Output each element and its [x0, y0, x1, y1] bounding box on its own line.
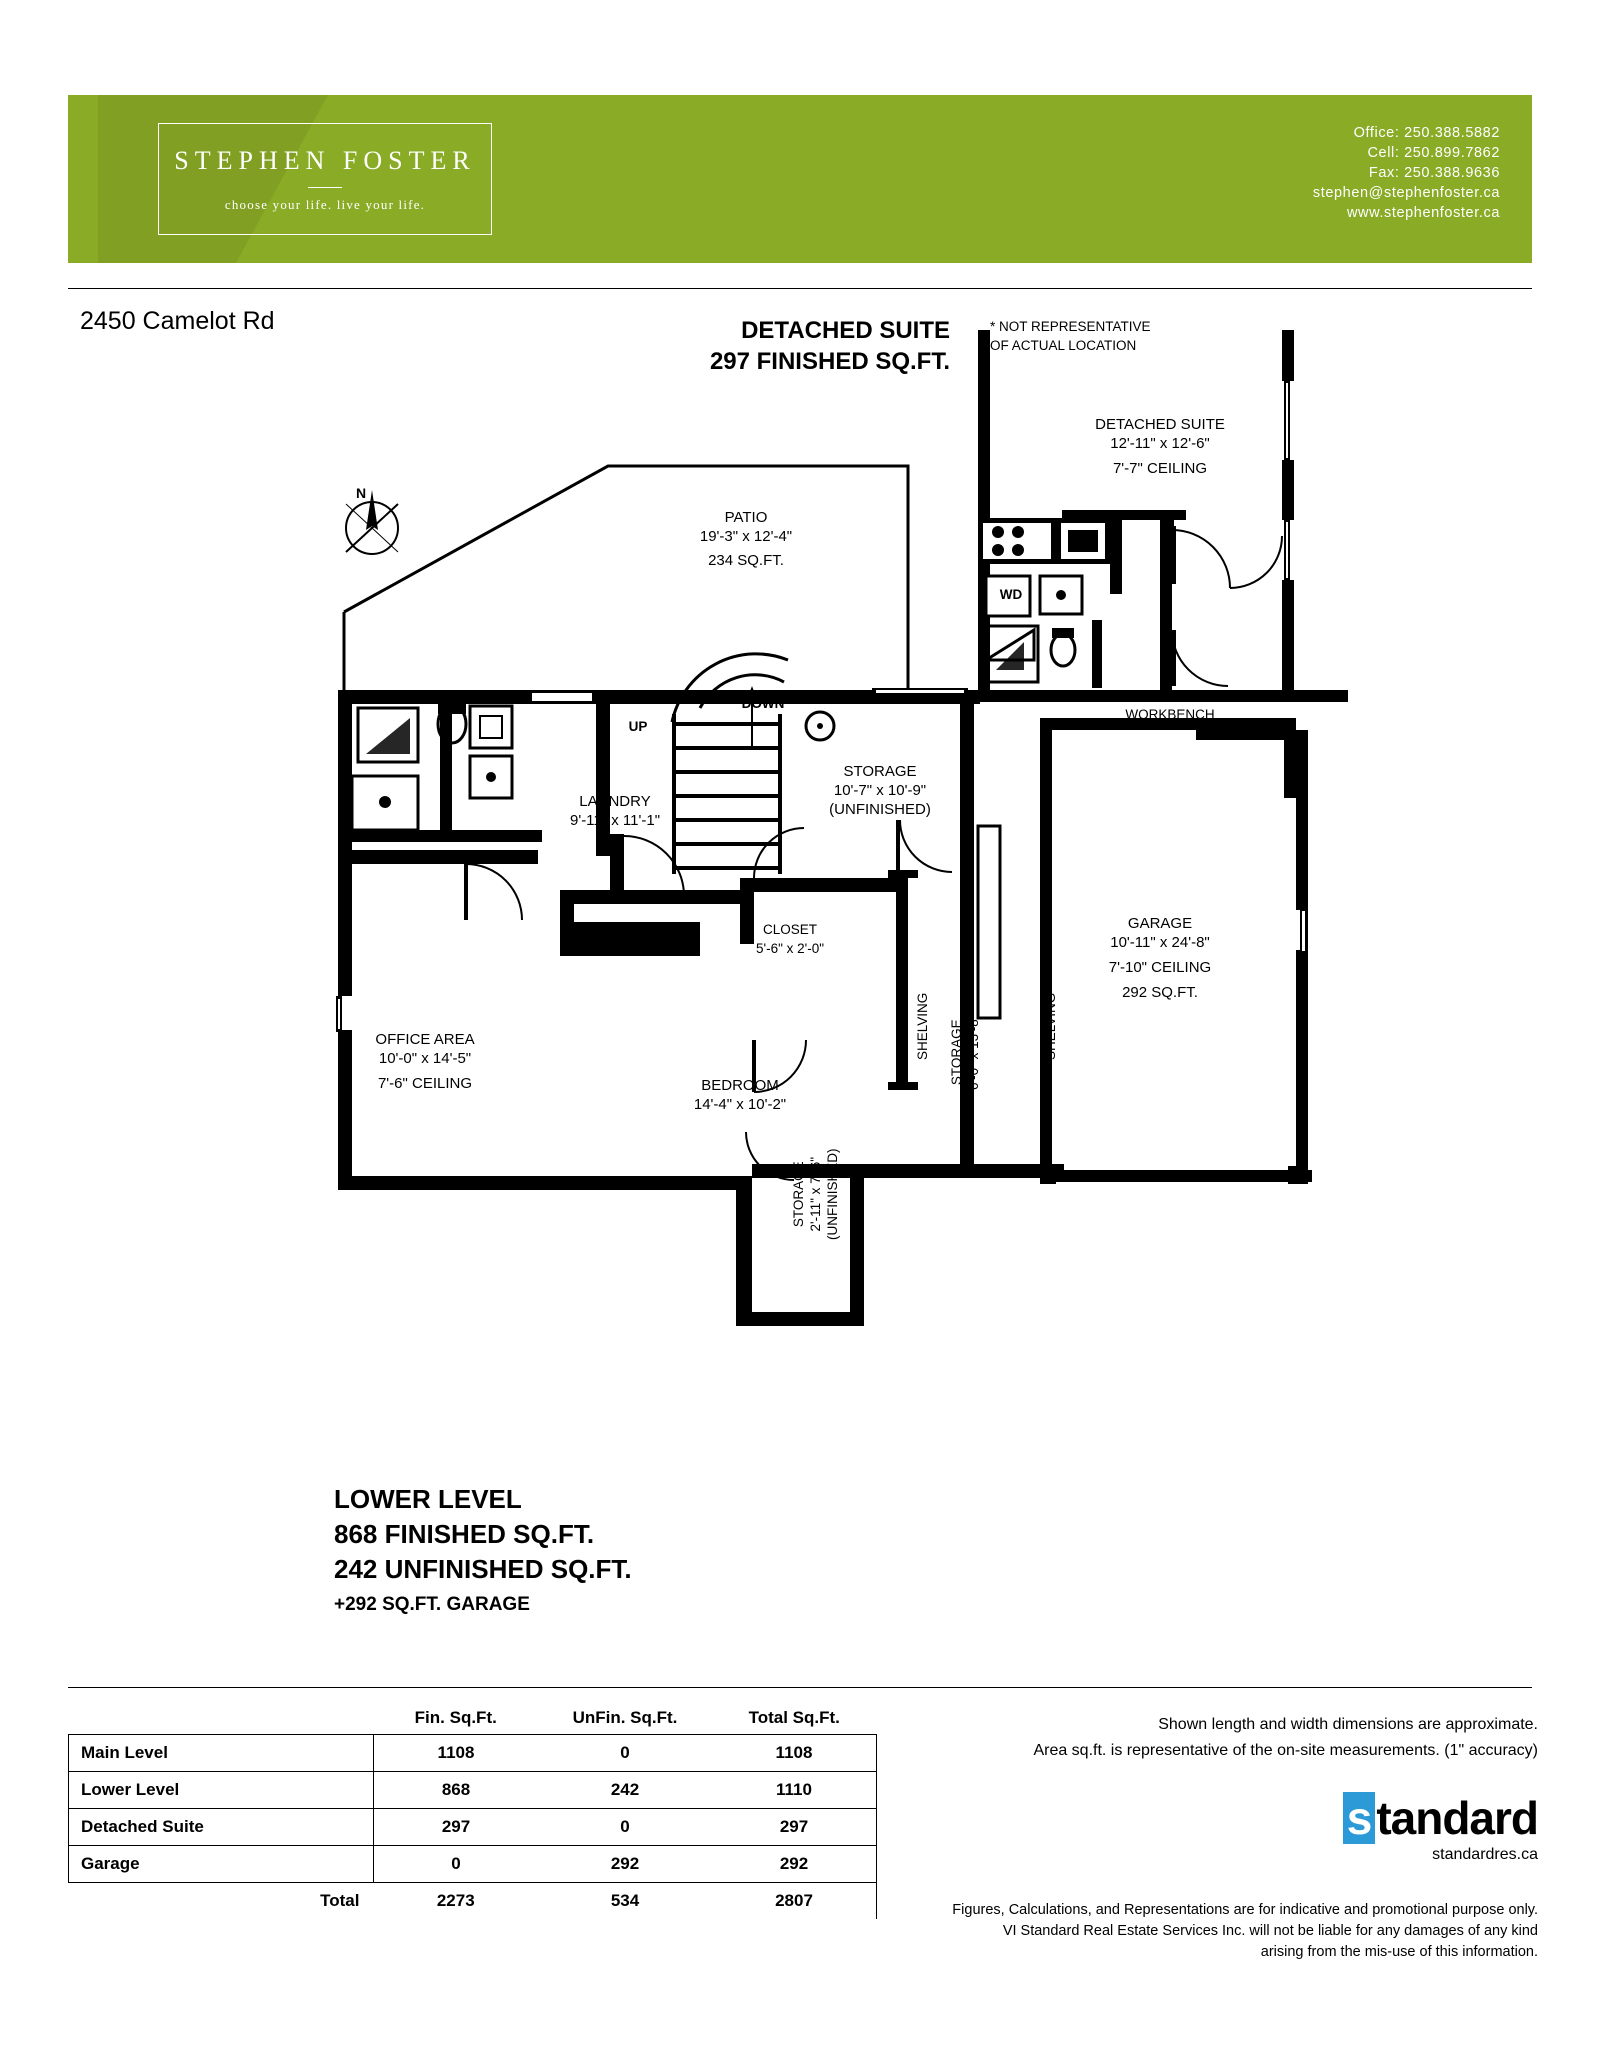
total-fin: 2273 [436, 1891, 475, 1910]
contact-block [1313, 123, 1500, 223]
logo-divider [308, 187, 342, 188]
patio-name: PATIO [724, 509, 768, 526]
laundry-dims: 9'-11" x 11'-1" [569, 812, 661, 829]
standard-logo-s: s [1343, 1792, 1376, 1844]
address-divider [68, 288, 1532, 289]
row-label-lower: Lower Level [69, 1772, 374, 1809]
patio-dims: 19'-3" x 12'-4" [699, 528, 793, 545]
table-row [69, 1772, 877, 1809]
detached-suite-title [640, 315, 950, 377]
table-row [69, 1846, 877, 1883]
bedroom-name: BEDROOM [701, 1077, 779, 1094]
row-garage-unfin: 292 [538, 1846, 712, 1883]
garage-ceiling: 7'-10" CEILING [1108, 959, 1212, 976]
office-ceiling: 7'-6" CEILING [377, 1075, 473, 1092]
table-col-fin: Fin. Sq.Ft. [414, 1708, 497, 1727]
standard-logo [1343, 1792, 1538, 1864]
legal-disclaimer-line2: VI Standard Real Estate Services Inc. will not be liable for any damages of any kind [1002, 1923, 1538, 1939]
measurement-note-line1: Shown length and width dimensions are approximate. [1158, 1716, 1538, 1733]
suite-room-ceiling: 7'-7" CEILING [1112, 460, 1208, 477]
storage1-name: STORAGE [843, 763, 917, 780]
laundry-label [500, 792, 730, 830]
storage1-dims: 10'-7" x 10'-9" [833, 782, 927, 799]
garage-name: GARAGE [1127, 915, 1193, 932]
legal-disclaimer-line3: arising from the mis-use of this information. [1260, 1944, 1538, 1960]
brand-tagline: choose your life. live your life. [224, 196, 426, 212]
storage3-label [790, 1149, 841, 1241]
total-label: Total [320, 1891, 360, 1910]
closet-name: CLOSET [762, 922, 817, 937]
lower-level-unfinished: 242 UNFINISHED SQ.FT. [334, 1554, 632, 1584]
row-lower-unfin: 242 [538, 1772, 712, 1809]
patio-area: 234 SQ.FT. [708, 552, 784, 569]
closet-label [700, 920, 880, 958]
storage3-name: STORAGE [791, 1161, 806, 1228]
measurement-note-line2: Area sq.ft. is representative of the on-site measurements. (1" accuracy) [1033, 1742, 1538, 1759]
up-label: UP [628, 719, 648, 734]
office-label [300, 1030, 550, 1093]
standard-wordmark [1343, 1792, 1538, 1844]
contact-email: stephen@stephenfoster.ca [1312, 185, 1500, 201]
row-lower-total: 1110 [712, 1772, 877, 1809]
row-main-unfin: 0 [538, 1735, 712, 1772]
contact-website: www.stephenfoster.ca [1346, 205, 1500, 221]
contact-cell: Cell: 250.899.7862 [1367, 145, 1500, 161]
storage2-label [948, 1014, 982, 1090]
total-total: 2807 [712, 1883, 877, 1920]
row-main-total: 1108 [712, 1735, 877, 1772]
property-address: 2450 Camelot Rd [80, 307, 275, 335]
row-lower-fin: 868 [374, 1772, 539, 1809]
table-total-row [69, 1883, 877, 1920]
location-disclaimer-line2: OF ACTUAL LOCATION [990, 338, 1137, 353]
storage3-note: (UNFINISHED) [825, 1148, 840, 1240]
location-disclaimer [990, 317, 1151, 355]
row-main-fin: 1108 [374, 1735, 539, 1772]
standard-url: standardres.ca [1432, 1846, 1538, 1863]
total-unfin: 534 [610, 1891, 640, 1910]
closet-dims: 5'-6" x 2'-0" [755, 941, 824, 956]
row-label-main: Main Level [69, 1735, 374, 1772]
header-banner [68, 95, 1532, 263]
table-divider [68, 1687, 1532, 1688]
garage-area: 292 SQ.FT. [1122, 984, 1198, 1001]
wd-label: WD [999, 587, 1023, 602]
shelving-left-label: SHELVING [915, 992, 930, 1060]
lower-level-finished: 868 FINISHED SQ.FT. [334, 1519, 595, 1549]
table-col-unfin: UnFin. Sq.Ft. [572, 1708, 678, 1727]
office-dims: 10'-0" x 14'-5" [378, 1050, 472, 1067]
brand-name: STEPHEN FOSTER [174, 145, 476, 175]
measurement-note [1033, 1712, 1538, 1764]
lower-level-summary [334, 1482, 632, 1622]
detached-suite-title-line2: 297 FINISHED SQ.FT. [709, 348, 950, 375]
svg-text:N: N [356, 485, 367, 501]
row-label-suite: Detached Suite [69, 1809, 374, 1846]
contact-fax: Fax: 250.388.9636 [1368, 165, 1500, 181]
row-suite-unfin: 0 [538, 1809, 712, 1846]
suite-room-name: DETACHED SUITE [1095, 416, 1225, 433]
lower-level-garage: +292 SQ.FT. GARAGE [334, 1594, 530, 1615]
standard-logo-rest: tandard [1376, 1792, 1538, 1844]
storage1-note: (UNFINISHED) [829, 801, 931, 818]
row-suite-fin: 297 [374, 1809, 539, 1846]
office-name: OFFICE AREA [375, 1031, 475, 1048]
workbench-label: WORKBENCH [1125, 707, 1215, 722]
detached-suite-title-line1: DETACHED SUITE [741, 317, 950, 344]
bedroom-label [620, 1076, 860, 1114]
row-garage-fin: 0 [374, 1846, 539, 1883]
laundry-name: LAUNDRY [579, 793, 651, 810]
storage3-dims: 2'-11" x 7'-6" [808, 1156, 823, 1232]
suite-room-label [1050, 415, 1270, 478]
table-row [69, 1735, 877, 1772]
row-suite-total: 297 [712, 1809, 877, 1846]
suite-room-dims: 12'-11" x 12'-6" [1110, 435, 1210, 452]
storage2-name: STORAGE [949, 1019, 964, 1086]
legal-disclaimer [952, 1900, 1538, 1963]
area-summary-table [68, 1700, 877, 1919]
storage-unfinished-label [765, 762, 995, 819]
contact-office: Office: 250.388.5882 [1353, 125, 1500, 141]
shelving-right-label: SHELVING [1043, 992, 1058, 1060]
row-garage-total: 292 [712, 1846, 877, 1883]
table-col-total: Total Sq.Ft. [748, 1708, 840, 1727]
garage-label [1040, 914, 1280, 1002]
lower-level-title: LOWER LEVEL [334, 1484, 522, 1514]
brand-logo [158, 123, 492, 235]
legal-disclaimer-line1: Figures, Calculations, and Representations are for indicative and promotional purpose only. [952, 1902, 1538, 1918]
table-header-row [69, 1700, 877, 1735]
patio-label [636, 508, 856, 570]
bedroom-dims: 14'-4" x 10'-2" [693, 1096, 787, 1113]
storage2-dims: 6'-0" x 13'-8" [966, 1014, 981, 1090]
table-row [69, 1809, 877, 1846]
row-label-garage: Garage [69, 1846, 374, 1883]
table-col-blank [69, 1700, 374, 1735]
garage-dims: 10'-11" x 24'-8" [1110, 934, 1210, 951]
down-label: DOWN [741, 696, 785, 711]
location-disclaimer-line1: * NOT REPRESENTATIVE [990, 319, 1151, 334]
